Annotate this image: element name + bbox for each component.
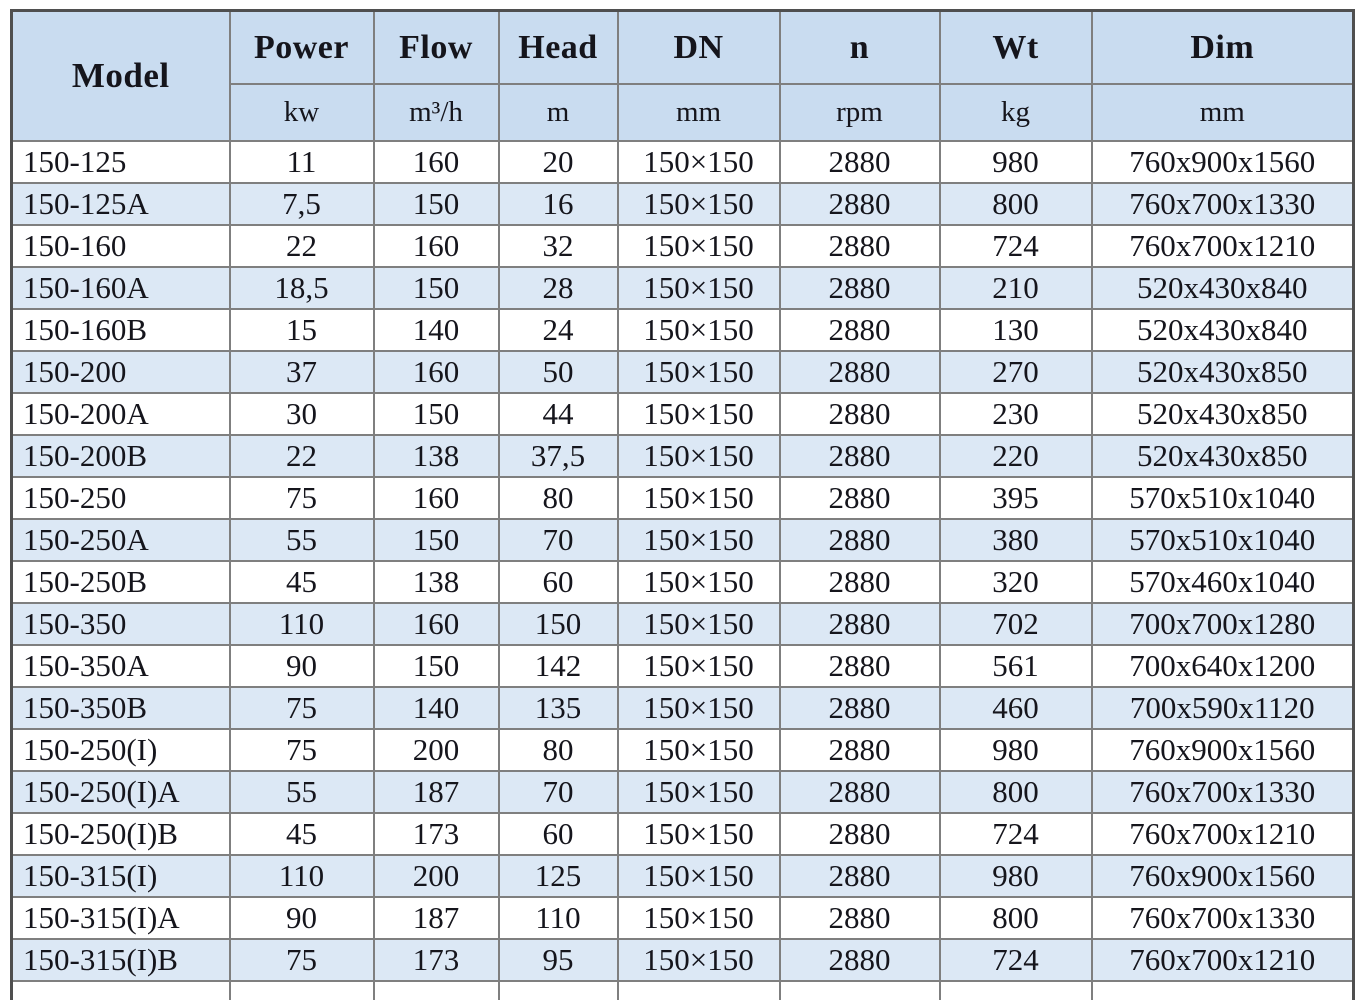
model-cell: 150-315(I)B [12, 939, 230, 981]
dim-cell: 760x900x1560 [1092, 855, 1354, 897]
head-cell: 110 [499, 897, 618, 939]
dn-cell: 150×150 [618, 225, 780, 267]
dim-cell: 760x700x1330 [1092, 897, 1354, 939]
model-cell: 150-160B [12, 309, 230, 351]
table-row [12, 267, 1354, 309]
table-row [12, 855, 1354, 897]
wt-cell: 724 [940, 813, 1092, 855]
model-cell: 150-250 [12, 477, 230, 519]
model-cell: 150-160A [12, 267, 230, 309]
n-cell: 2880 [780, 519, 940, 561]
head-cell: 44 [499, 393, 618, 435]
power-cell: 22 [230, 225, 374, 267]
empty-cell [374, 981, 499, 1000]
dn-cell: 150×150 [618, 183, 780, 225]
dn-cell: 150×150 [618, 603, 780, 645]
empty-cell [780, 981, 940, 1000]
flow-cell: 140 [374, 309, 499, 351]
n-cell: 2880 [780, 645, 940, 687]
dn-cell: 150×150 [618, 561, 780, 603]
dim-cell: 570x460x1040 [1092, 561, 1354, 603]
wt-cell: 220 [940, 435, 1092, 477]
power-cell: 45 [230, 813, 374, 855]
wt-cell: 210 [940, 267, 1092, 309]
table-row [12, 939, 1354, 981]
n-cell: 2880 [780, 939, 940, 981]
dim-cell: 570x510x1040 [1092, 477, 1354, 519]
wt-cell: 800 [940, 771, 1092, 813]
dim-cell: 700x640x1200 [1092, 645, 1354, 687]
head-cell: 24 [499, 309, 618, 351]
wt-cell: 702 [940, 603, 1092, 645]
head-cell: 28 [499, 267, 618, 309]
table-row [12, 351, 1354, 393]
model-cell: 150-250A [12, 519, 230, 561]
power-cell: 90 [230, 645, 374, 687]
model-cell: 150-160 [12, 225, 230, 267]
unit-flow: m³/h [374, 84, 499, 141]
dim-cell: 520x430x840 [1092, 267, 1354, 309]
table-row [12, 645, 1354, 687]
dim-cell: 520x430x840 [1092, 309, 1354, 351]
dn-cell: 150×150 [618, 519, 780, 561]
dn-cell: 150×150 [618, 267, 780, 309]
empty-cell [618, 981, 780, 1000]
table-row [12, 687, 1354, 729]
head-cell: 32 [499, 225, 618, 267]
dim-cell: 760x700x1210 [1092, 813, 1354, 855]
head-cell: 135 [499, 687, 618, 729]
flow-cell: 173 [374, 939, 499, 981]
table-row [12, 561, 1354, 603]
table-row [12, 477, 1354, 519]
model-cell: 150-350 [12, 603, 230, 645]
partial-clipped-row [12, 981, 1354, 1000]
power-cell: 30 [230, 393, 374, 435]
dn-cell: 150×150 [618, 855, 780, 897]
column-header-dim: Dim [1092, 11, 1354, 85]
dn-cell: 150×150 [618, 813, 780, 855]
head-cell: 80 [499, 729, 618, 771]
head-cell: 70 [499, 771, 618, 813]
empty-cell [940, 981, 1092, 1000]
dim-cell: 570x510x1040 [1092, 519, 1354, 561]
empty-cell [1092, 981, 1354, 1000]
table-row [12, 603, 1354, 645]
n-cell: 2880 [780, 225, 940, 267]
head-cell: 20 [499, 141, 618, 183]
n-cell: 2880 [780, 561, 940, 603]
unit-power: kw [230, 84, 374, 141]
n-cell: 2880 [780, 603, 940, 645]
column-header-model: Model [12, 11, 230, 142]
dim-cell: 760x700x1330 [1092, 183, 1354, 225]
table-row [12, 729, 1354, 771]
head-cell: 60 [499, 813, 618, 855]
flow-cell: 138 [374, 435, 499, 477]
flow-cell: 200 [374, 729, 499, 771]
model-cell: 150-125 [12, 141, 230, 183]
wt-cell: 460 [940, 687, 1092, 729]
power-cell: 75 [230, 939, 374, 981]
wt-cell: 395 [940, 477, 1092, 519]
table-body [12, 141, 1354, 1000]
n-cell: 2880 [780, 435, 940, 477]
column-header-wt: Wt [940, 11, 1092, 85]
model-cell: 150-200A [12, 393, 230, 435]
head-cell: 70 [499, 519, 618, 561]
wt-cell: 724 [940, 939, 1092, 981]
power-cell: 55 [230, 519, 374, 561]
model-cell: 150-315(I)A [12, 897, 230, 939]
table-header [12, 11, 1354, 142]
flow-cell: 160 [374, 141, 499, 183]
head-cell: 60 [499, 561, 618, 603]
unit-head: m [499, 84, 618, 141]
flow-cell: 160 [374, 603, 499, 645]
n-cell: 2880 [780, 855, 940, 897]
column-header-power: Power [230, 11, 374, 85]
table-row [12, 519, 1354, 561]
power-cell: 110 [230, 603, 374, 645]
flow-cell: 150 [374, 267, 499, 309]
flow-cell: 173 [374, 813, 499, 855]
power-cell: 11 [230, 141, 374, 183]
dn-cell: 150×150 [618, 645, 780, 687]
model-cell: 150-200B [12, 435, 230, 477]
header-label-row [12, 11, 1354, 85]
model-cell: 150-200 [12, 351, 230, 393]
unit-n: rpm [780, 84, 940, 141]
model-cell: 150-250(I)A [12, 771, 230, 813]
dim-cell: 760x700x1210 [1092, 939, 1354, 981]
flow-cell: 150 [374, 645, 499, 687]
dim-cell: 520x430x850 [1092, 435, 1354, 477]
dn-cell: 150×150 [618, 771, 780, 813]
wt-cell: 800 [940, 897, 1092, 939]
wt-cell: 980 [940, 729, 1092, 771]
dn-cell: 150×150 [618, 141, 780, 183]
head-cell: 125 [499, 855, 618, 897]
unit-wt: kg [940, 84, 1092, 141]
flow-cell: 187 [374, 771, 499, 813]
power-cell: 110 [230, 855, 374, 897]
empty-cell [499, 981, 618, 1000]
wt-cell: 270 [940, 351, 1092, 393]
dn-cell: 150×150 [618, 351, 780, 393]
power-cell: 15 [230, 309, 374, 351]
head-cell: 37,5 [499, 435, 618, 477]
power-cell: 18,5 [230, 267, 374, 309]
n-cell: 2880 [780, 393, 940, 435]
table-row [12, 225, 1354, 267]
table-row [12, 141, 1354, 183]
dn-cell: 150×150 [618, 477, 780, 519]
n-cell: 2880 [780, 729, 940, 771]
head-cell: 80 [499, 477, 618, 519]
flow-cell: 150 [374, 519, 499, 561]
flow-cell: 187 [374, 897, 499, 939]
n-cell: 2880 [780, 351, 940, 393]
n-cell: 2880 [780, 309, 940, 351]
n-cell: 2880 [780, 771, 940, 813]
table-row [12, 183, 1354, 225]
head-cell: 50 [499, 351, 618, 393]
n-cell: 2880 [780, 813, 940, 855]
power-cell: 37 [230, 351, 374, 393]
table-row [12, 435, 1354, 477]
n-cell: 2880 [780, 687, 940, 729]
flow-cell: 150 [374, 183, 499, 225]
dim-cell: 760x900x1560 [1092, 729, 1354, 771]
unit-dn: mm [618, 84, 780, 141]
head-cell: 16 [499, 183, 618, 225]
dn-cell: 150×150 [618, 897, 780, 939]
head-cell: 150 [499, 603, 618, 645]
dn-cell: 150×150 [618, 939, 780, 981]
flow-cell: 200 [374, 855, 499, 897]
power-cell: 90 [230, 897, 374, 939]
column-header-n: n [780, 11, 940, 85]
model-cell: 150-250B [12, 561, 230, 603]
dn-cell: 150×150 [618, 687, 780, 729]
column-header-flow: Flow [374, 11, 499, 85]
dn-cell: 150×150 [618, 435, 780, 477]
model-cell: 150-250(I) [12, 729, 230, 771]
model-cell: 150-350B [12, 687, 230, 729]
pump-spec-table [10, 9, 1355, 1000]
power-cell: 75 [230, 477, 374, 519]
wt-cell: 800 [940, 183, 1092, 225]
wt-cell: 230 [940, 393, 1092, 435]
wt-cell: 561 [940, 645, 1092, 687]
n-cell: 2880 [780, 477, 940, 519]
dn-cell: 150×150 [618, 309, 780, 351]
empty-cell [230, 981, 374, 1000]
table-row [12, 309, 1354, 351]
n-cell: 2880 [780, 897, 940, 939]
dim-cell: 520x430x850 [1092, 393, 1354, 435]
dim-cell: 760x900x1560 [1092, 141, 1354, 183]
head-cell: 95 [499, 939, 618, 981]
column-header-head: Head [499, 11, 618, 85]
wt-cell: 724 [940, 225, 1092, 267]
dn-cell: 150×150 [618, 729, 780, 771]
unit-dim: mm [1092, 84, 1354, 141]
table-row [12, 771, 1354, 813]
n-cell: 2880 [780, 267, 940, 309]
dn-cell: 150×150 [618, 393, 780, 435]
dim-cell: 760x700x1330 [1092, 771, 1354, 813]
power-cell: 75 [230, 687, 374, 729]
model-cell: 150-125A [12, 183, 230, 225]
table-row [12, 393, 1354, 435]
model-cell: 150-250(I)B [12, 813, 230, 855]
flow-cell: 160 [374, 225, 499, 267]
power-cell: 45 [230, 561, 374, 603]
power-cell: 75 [230, 729, 374, 771]
power-cell: 55 [230, 771, 374, 813]
dim-cell: 520x430x850 [1092, 351, 1354, 393]
wt-cell: 130 [940, 309, 1092, 351]
flow-cell: 160 [374, 477, 499, 519]
power-cell: 22 [230, 435, 374, 477]
flow-cell: 150 [374, 393, 499, 435]
flow-cell: 160 [374, 351, 499, 393]
head-cell: 142 [499, 645, 618, 687]
column-header-dn: DN [618, 11, 780, 85]
dim-cell: 700x590x1120 [1092, 687, 1354, 729]
n-cell: 2880 [780, 141, 940, 183]
wt-cell: 380 [940, 519, 1092, 561]
model-cell: 150-315(I) [12, 855, 230, 897]
n-cell: 2880 [780, 183, 940, 225]
empty-cell [12, 981, 230, 1000]
flow-cell: 138 [374, 561, 499, 603]
table-row [12, 897, 1354, 939]
flow-cell: 140 [374, 687, 499, 729]
table-row [12, 813, 1354, 855]
wt-cell: 980 [940, 855, 1092, 897]
dim-cell: 700x700x1280 [1092, 603, 1354, 645]
model-cell: 150-350A [12, 645, 230, 687]
dim-cell: 760x700x1210 [1092, 225, 1354, 267]
wt-cell: 320 [940, 561, 1092, 603]
power-cell: 7,5 [230, 183, 374, 225]
wt-cell: 980 [940, 141, 1092, 183]
